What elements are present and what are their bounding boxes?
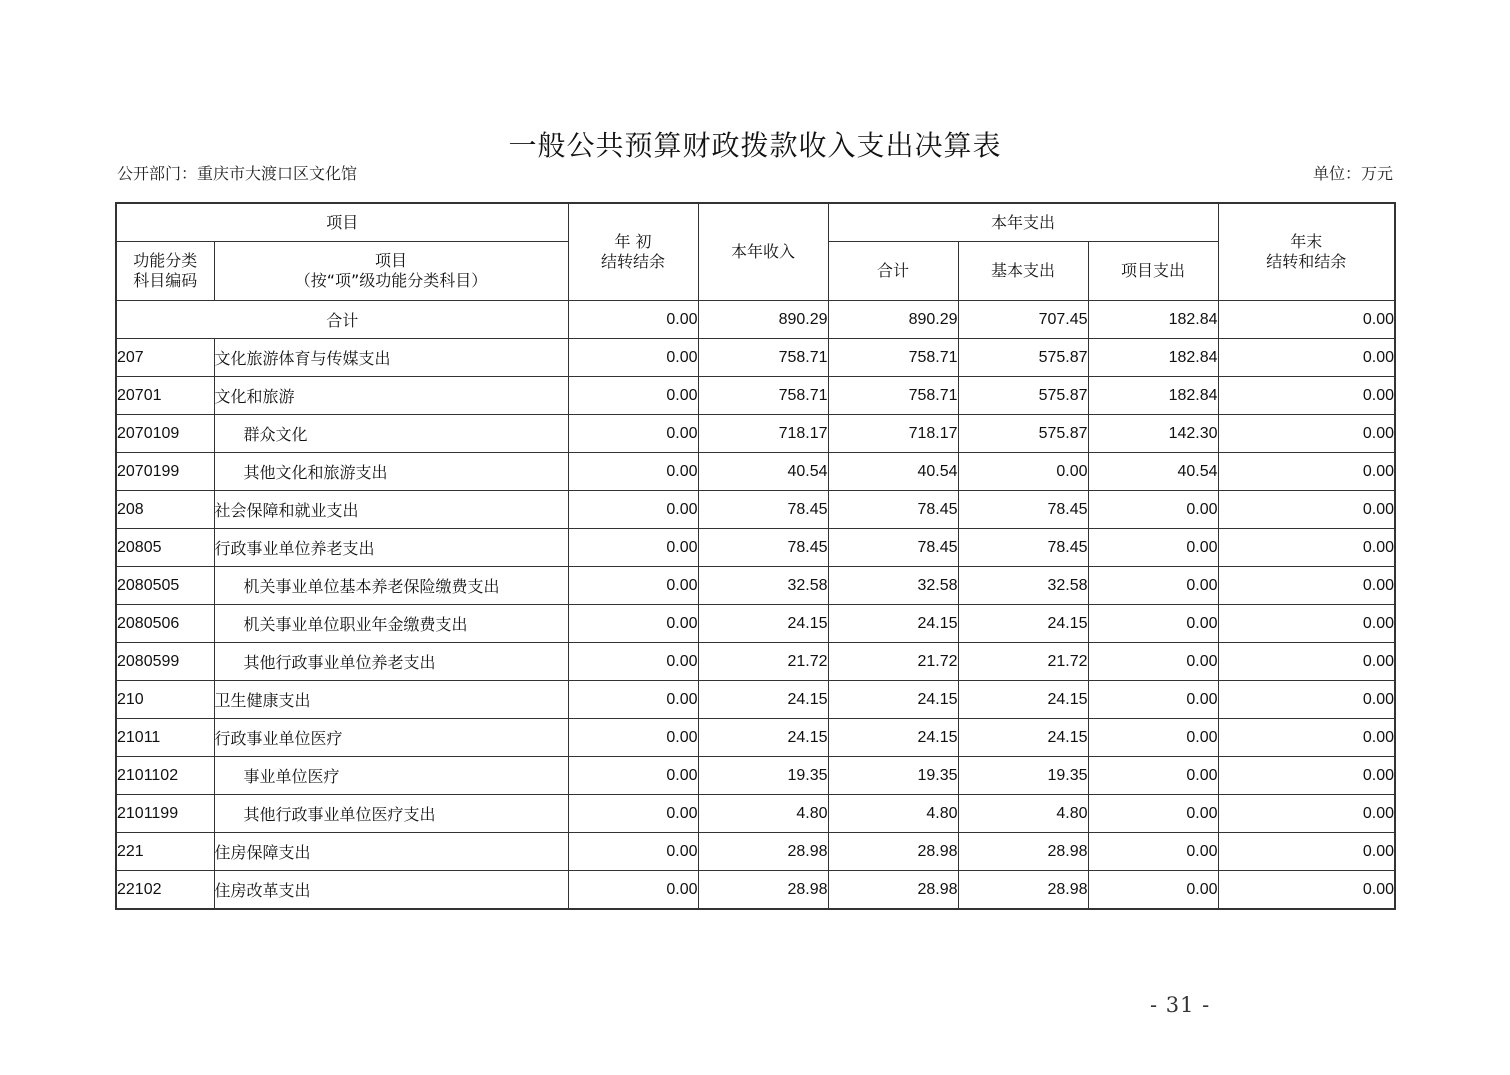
- table-row: [116, 415, 1395, 453]
- row-income: 24.15: [698, 681, 828, 719]
- header-start-balance-line1: 年 初: [614, 232, 652, 251]
- row-income: 28.98: [698, 871, 828, 910]
- row-income: 32.58: [698, 567, 828, 605]
- table-row: [116, 491, 1395, 529]
- header-code: [116, 242, 214, 301]
- header-start-balance: [568, 203, 698, 301]
- table-row: [116, 719, 1395, 757]
- row-income: 758.71: [698, 377, 828, 415]
- row-exp-project: 40.54: [1088, 453, 1218, 491]
- row-code: 22102: [116, 871, 214, 910]
- total-exp-project: 182.84: [1088, 301, 1218, 339]
- row-end-balance: 0.00: [1218, 795, 1395, 833]
- row-income: 24.15: [698, 605, 828, 643]
- row-exp-basic: 19.35: [958, 757, 1088, 795]
- header-name: [214, 242, 568, 301]
- row-exp-basic: 28.98: [958, 871, 1088, 910]
- row-start-balance: 0.00: [568, 567, 698, 605]
- header-item: 项目: [116, 203, 568, 242]
- row-end-balance: 0.00: [1218, 871, 1395, 910]
- row-end-balance: 0.00: [1218, 491, 1395, 529]
- table-body: [116, 301, 1395, 910]
- row-code: 208: [116, 491, 214, 529]
- row-income: 19.35: [698, 757, 828, 795]
- row-code: 207: [116, 339, 214, 377]
- row-start-balance: 0.00: [568, 415, 698, 453]
- table-row: [116, 681, 1395, 719]
- row-start-balance: 0.00: [568, 529, 698, 567]
- row-name: 行政事业单位养老支出: [214, 529, 568, 567]
- header-name-line2: （按“项”级功能分类科目）: [294, 271, 488, 290]
- row-income: 24.15: [698, 719, 828, 757]
- row-exp-basic: 24.15: [958, 605, 1088, 643]
- table-row: [116, 643, 1395, 681]
- row-exp-total: 24.15: [828, 605, 958, 643]
- row-name: 住房改革支出: [214, 871, 568, 910]
- row-start-balance: 0.00: [568, 377, 698, 415]
- row-name: 其他文化和旅游支出: [214, 453, 568, 491]
- row-exp-project: 182.84: [1088, 339, 1218, 377]
- total-exp-basic: 707.45: [958, 301, 1088, 339]
- row-start-balance: 0.00: [568, 871, 698, 910]
- total-row: [116, 301, 1395, 339]
- row-exp-total: 24.15: [828, 681, 958, 719]
- total-income: 890.29: [698, 301, 828, 339]
- row-exp-project: 0.00: [1088, 871, 1218, 910]
- row-end-balance: 0.00: [1218, 415, 1395, 453]
- table-row: [116, 567, 1395, 605]
- total-start-balance: 0.00: [568, 301, 698, 339]
- row-exp-total: 4.80: [828, 795, 958, 833]
- row-code: 20701: [116, 377, 214, 415]
- row-exp-total: 718.17: [828, 415, 958, 453]
- row-code: 2080599: [116, 643, 214, 681]
- row-income: 4.80: [698, 795, 828, 833]
- row-exp-basic: 575.87: [958, 415, 1088, 453]
- table-row: [116, 453, 1395, 491]
- header-expenditure: 本年支出: [828, 203, 1218, 242]
- table-row: [116, 757, 1395, 795]
- table-row: [116, 377, 1395, 415]
- table-row: [116, 339, 1395, 377]
- table-row: [116, 871, 1395, 910]
- row-code: 2070199: [116, 453, 214, 491]
- row-exp-total: 758.71: [828, 377, 958, 415]
- row-exp-basic: 24.15: [958, 719, 1088, 757]
- header-start-balance-line2: 结转结余: [601, 252, 666, 271]
- row-start-balance: 0.00: [568, 757, 698, 795]
- row-exp-project: 0.00: [1088, 491, 1218, 529]
- row-code: 20805: [116, 529, 214, 567]
- header-code-line1: 功能分类: [133, 251, 198, 270]
- row-end-balance: 0.00: [1218, 567, 1395, 605]
- row-end-balance: 0.00: [1218, 643, 1395, 681]
- row-exp-project: 142.30: [1088, 415, 1218, 453]
- row-exp-total: 19.35: [828, 757, 958, 795]
- row-name: 行政事业单位医疗: [214, 719, 568, 757]
- header-exp-project: 项目支出: [1088, 242, 1218, 301]
- row-exp-basic: 78.45: [958, 491, 1088, 529]
- row-exp-basic: 24.15: [958, 681, 1088, 719]
- header-income: 本年收入: [698, 203, 828, 301]
- row-end-balance: 0.00: [1218, 339, 1395, 377]
- row-exp-project: 0.00: [1088, 529, 1218, 567]
- row-end-balance: 0.00: [1218, 757, 1395, 795]
- table-row: [116, 605, 1395, 643]
- row-income: 78.45: [698, 529, 828, 567]
- row-exp-total: 28.98: [828, 833, 958, 871]
- row-start-balance: 0.00: [568, 339, 698, 377]
- row-exp-basic: 0.00: [958, 453, 1088, 491]
- header-end-balance-line1: 年末: [1290, 232, 1323, 251]
- row-start-balance: 0.00: [568, 833, 698, 871]
- row-name: 事业单位医疗: [214, 757, 568, 795]
- row-end-balance: 0.00: [1218, 833, 1395, 871]
- row-name: 其他行政事业单位养老支出: [214, 643, 568, 681]
- row-start-balance: 0.00: [568, 643, 698, 681]
- row-exp-project: 0.00: [1088, 719, 1218, 757]
- row-income: 718.17: [698, 415, 828, 453]
- row-income: 78.45: [698, 491, 828, 529]
- total-exp-total: 890.29: [828, 301, 958, 339]
- row-start-balance: 0.00: [568, 681, 698, 719]
- header-exp-basic: 基本支出: [958, 242, 1088, 301]
- row-exp-basic: 21.72: [958, 643, 1088, 681]
- page-title: 一般公共预算财政拨款收入支出决算表: [508, 129, 1002, 162]
- row-code: 2101199: [116, 795, 214, 833]
- row-exp-project: 0.00: [1088, 795, 1218, 833]
- row-exp-total: 24.15: [828, 719, 958, 757]
- row-end-balance: 0.00: [1218, 377, 1395, 415]
- header-end-balance: [1218, 203, 1395, 301]
- header-exp-total: 合计: [828, 242, 958, 301]
- row-income: 28.98: [698, 833, 828, 871]
- row-exp-basic: 78.45: [958, 529, 1088, 567]
- row-income: 21.72: [698, 643, 828, 681]
- budget-table: [115, 202, 1396, 910]
- row-code: 21011: [116, 719, 214, 757]
- row-name: 文化旅游体育与传媒支出: [214, 339, 568, 377]
- row-code: 2070109: [116, 415, 214, 453]
- row-name: 其他行政事业单位医疗支出: [214, 795, 568, 833]
- row-exp-total: 32.58: [828, 567, 958, 605]
- row-end-balance: 0.00: [1218, 719, 1395, 757]
- table-row: [116, 833, 1395, 871]
- row-name: 卫生健康支出: [214, 681, 568, 719]
- row-start-balance: 0.00: [568, 491, 698, 529]
- row-exp-project: 0.00: [1088, 605, 1218, 643]
- row-code: 221: [116, 833, 214, 871]
- row-exp-project: 0.00: [1088, 833, 1218, 871]
- row-exp-total: 758.71: [828, 339, 958, 377]
- row-exp-project: 0.00: [1088, 757, 1218, 795]
- table-header: [116, 203, 1395, 301]
- row-start-balance: 0.00: [568, 719, 698, 757]
- row-end-balance: 0.00: [1218, 681, 1395, 719]
- header-name-line1: 项目: [375, 251, 408, 270]
- row-name: 机关事业单位基本养老保险缴费支出: [214, 567, 568, 605]
- row-end-balance: 0.00: [1218, 529, 1395, 567]
- row-exp-basic: 32.58: [958, 567, 1088, 605]
- header-code-line2: 科目编码: [133, 271, 198, 290]
- row-exp-basic: 4.80: [958, 795, 1088, 833]
- row-income: 758.71: [698, 339, 828, 377]
- unit-label: 单位：万元: [1312, 164, 1393, 183]
- row-start-balance: 0.00: [568, 795, 698, 833]
- row-end-balance: 0.00: [1218, 453, 1395, 491]
- row-code: 2080505: [116, 567, 214, 605]
- row-exp-total: 40.54: [828, 453, 958, 491]
- row-exp-total: 78.45: [828, 491, 958, 529]
- row-exp-basic: 28.98: [958, 833, 1088, 871]
- row-code: 2101102: [116, 757, 214, 795]
- row-start-balance: 0.00: [568, 605, 698, 643]
- row-name: 群众文化: [214, 415, 568, 453]
- row-exp-basic: 575.87: [958, 339, 1088, 377]
- row-exp-project: 0.00: [1088, 643, 1218, 681]
- row-exp-project: 0.00: [1088, 567, 1218, 605]
- row-start-balance: 0.00: [568, 453, 698, 491]
- page-number: - 31 -: [1150, 993, 1211, 1017]
- row-code: 2080506: [116, 605, 214, 643]
- row-name: 文化和旅游: [214, 377, 568, 415]
- row-exp-total: 78.45: [828, 529, 958, 567]
- header-end-balance-line2: 结转和结余: [1266, 252, 1347, 271]
- row-exp-total: 28.98: [828, 871, 958, 910]
- row-end-balance: 0.00: [1218, 605, 1395, 643]
- table-row: [116, 795, 1395, 833]
- row-income: 40.54: [698, 453, 828, 491]
- row-exp-total: 21.72: [828, 643, 958, 681]
- table-row: [116, 529, 1395, 567]
- row-name: 住房保障支出: [214, 833, 568, 871]
- row-exp-basic: 575.87: [958, 377, 1088, 415]
- row-exp-project: 0.00: [1088, 681, 1218, 719]
- row-code: 210: [116, 681, 214, 719]
- total-label: 合计: [116, 301, 568, 339]
- row-exp-project: 182.84: [1088, 377, 1218, 415]
- department-label: 公开部门：重庆市大渡口区文化馆: [117, 164, 358, 183]
- total-end-balance: 0.00: [1218, 301, 1395, 339]
- row-name: 社会保障和就业支出: [214, 491, 568, 529]
- row-name: 机关事业单位职业年金缴费支出: [214, 605, 568, 643]
